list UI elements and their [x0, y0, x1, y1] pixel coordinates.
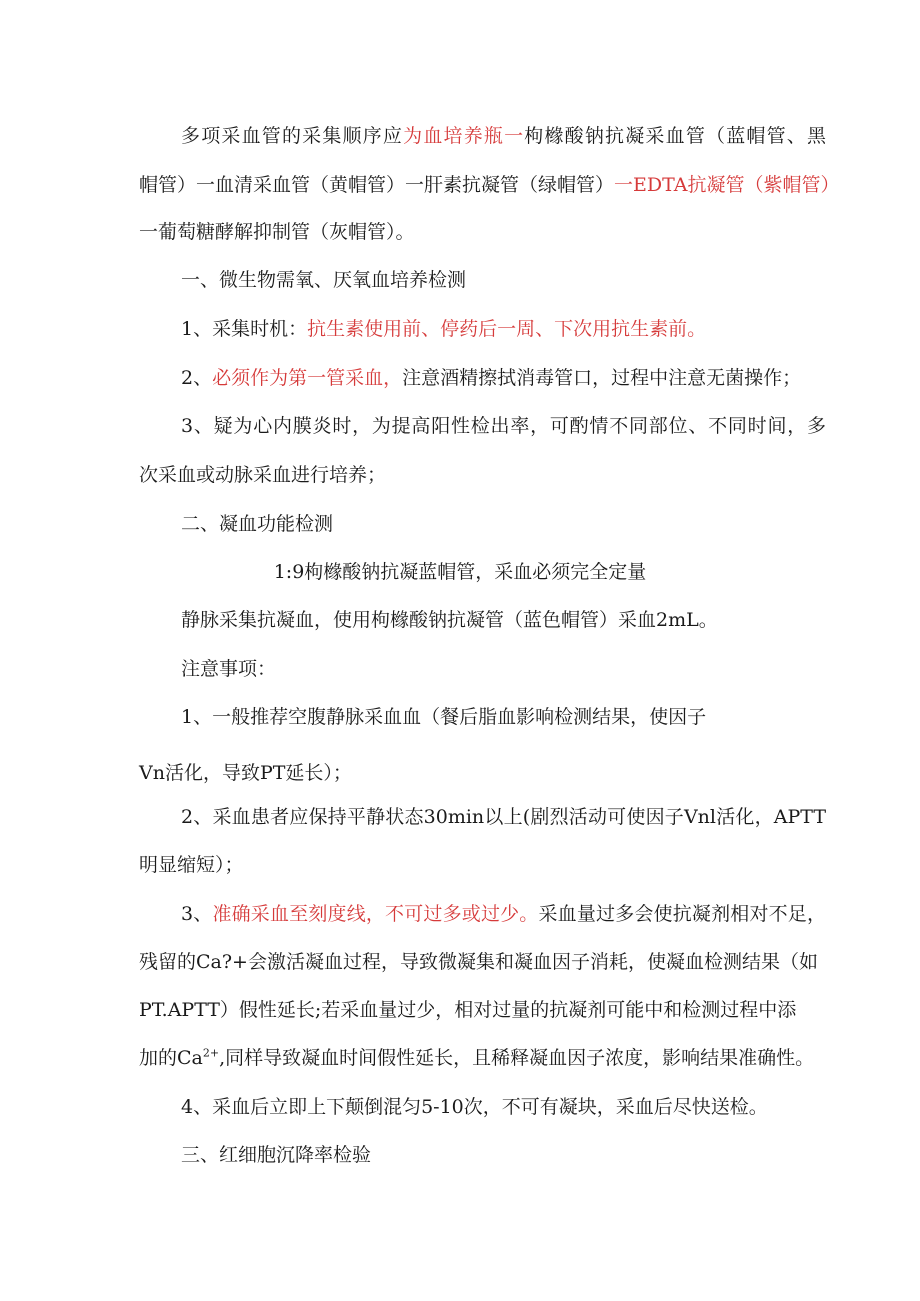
note-text: ,同样导致凝血时间假性延长，且稀释凝血因子浓度，影响结果准确性。	[219, 1047, 815, 1069]
note-3-line-3: PT.APTT）假性延长;若采血量过少，相对过量的抗凝剂可能中和检测过程中添	[139, 999, 797, 1021]
intro-line-1	[181, 124, 826, 148]
sec1-item-1	[181, 317, 706, 341]
intro-text: 帽管）一血清采血管（黄帽管）一肝素抗凝管（绿帽管）	[139, 174, 615, 196]
note-highlight: 准确采血至刻度线，不可过多或过少。	[212, 903, 539, 925]
note-4: 4、采血后立即上下颠倒混匀5-10次，不可有凝块，采血后尽快送检。	[181, 1096, 768, 1118]
note-text: 采血量过多会使抗凝剂相对不足，	[538, 903, 826, 925]
section-heading-3: 三、红细胞沉降率检验	[181, 1144, 372, 1166]
intro-text: 多项采血管的采集顺序应	[181, 125, 404, 147]
note-text: 3、	[181, 903, 213, 925]
item-text: 2、	[181, 367, 213, 389]
intro-line-3: 一葡萄糖酵解抑制管（灰帽管）。	[139, 221, 415, 243]
intro-text: 枸橼酸钠抗凝采血管（蓝帽管、黑	[524, 125, 826, 147]
venous-collection-text: 静脉采集抗凝血，使用枸橼酸钠抗凝管（蓝色帽管）采血2mL。	[181, 609, 718, 631]
item-text: 注意酒精擦拭消毒管口，过程中注意无菌操作；	[402, 367, 802, 389]
intro-highlight: 为血培养瓶一	[403, 125, 525, 147]
sec1-item-3-line-2: 次采血或动脉采血进行培养；	[139, 464, 387, 486]
note-1-line-2: Vn活化，导致PT延长）；	[139, 762, 352, 784]
notes-title: 注意事项：	[181, 658, 277, 680]
intro-line-2	[139, 173, 840, 197]
calcium-superscript: 2+	[202, 1046, 220, 1060]
item-highlight: 必须作为第一管采血，	[212, 367, 403, 389]
item-highlight: 抗生素使用前、停药后一周、下次用抗生素前。	[307, 318, 707, 340]
centered-note: 1:9枸橼酸钠抗凝蓝帽管，采血必须完全定量	[273, 561, 647, 583]
section-heading-1: 一、微生物需氧、厌氧血培养检测	[181, 269, 467, 291]
note-2-line-1: 2、采血患者应保持平静状态30min以上(剧烈活动可使因子Vnl活化，APTT	[181, 806, 826, 828]
note-1-line-1: 1、一般推荐空腹静脉采血血（餐后脂血影响检测结果，使因子	[181, 706, 707, 728]
sec1-item-2	[181, 366, 801, 390]
note-3-line-4	[139, 1046, 815, 1070]
section-heading-2: 二、凝血功能检测	[181, 513, 334, 535]
item-text: 1、采集时机：	[181, 318, 308, 340]
note-3-line-1	[181, 902, 826, 926]
note-2-line-2: 明显缩短）；	[139, 854, 244, 876]
sec1-item-3-line-1: 3、疑为心内膜炎时，为提高阳性检出率，可酌情不同部位、不同时间，多	[181, 415, 826, 437]
note-text: 加的Ca	[139, 1047, 203, 1069]
intro-highlight: 一EDTA抗凝管（紫帽管）	[614, 174, 840, 196]
note-3-line-2: 残留的Ca?+会激活凝血过程，导致微凝集和凝血因子消耗，使凝血检测结果（如	[139, 951, 818, 973]
